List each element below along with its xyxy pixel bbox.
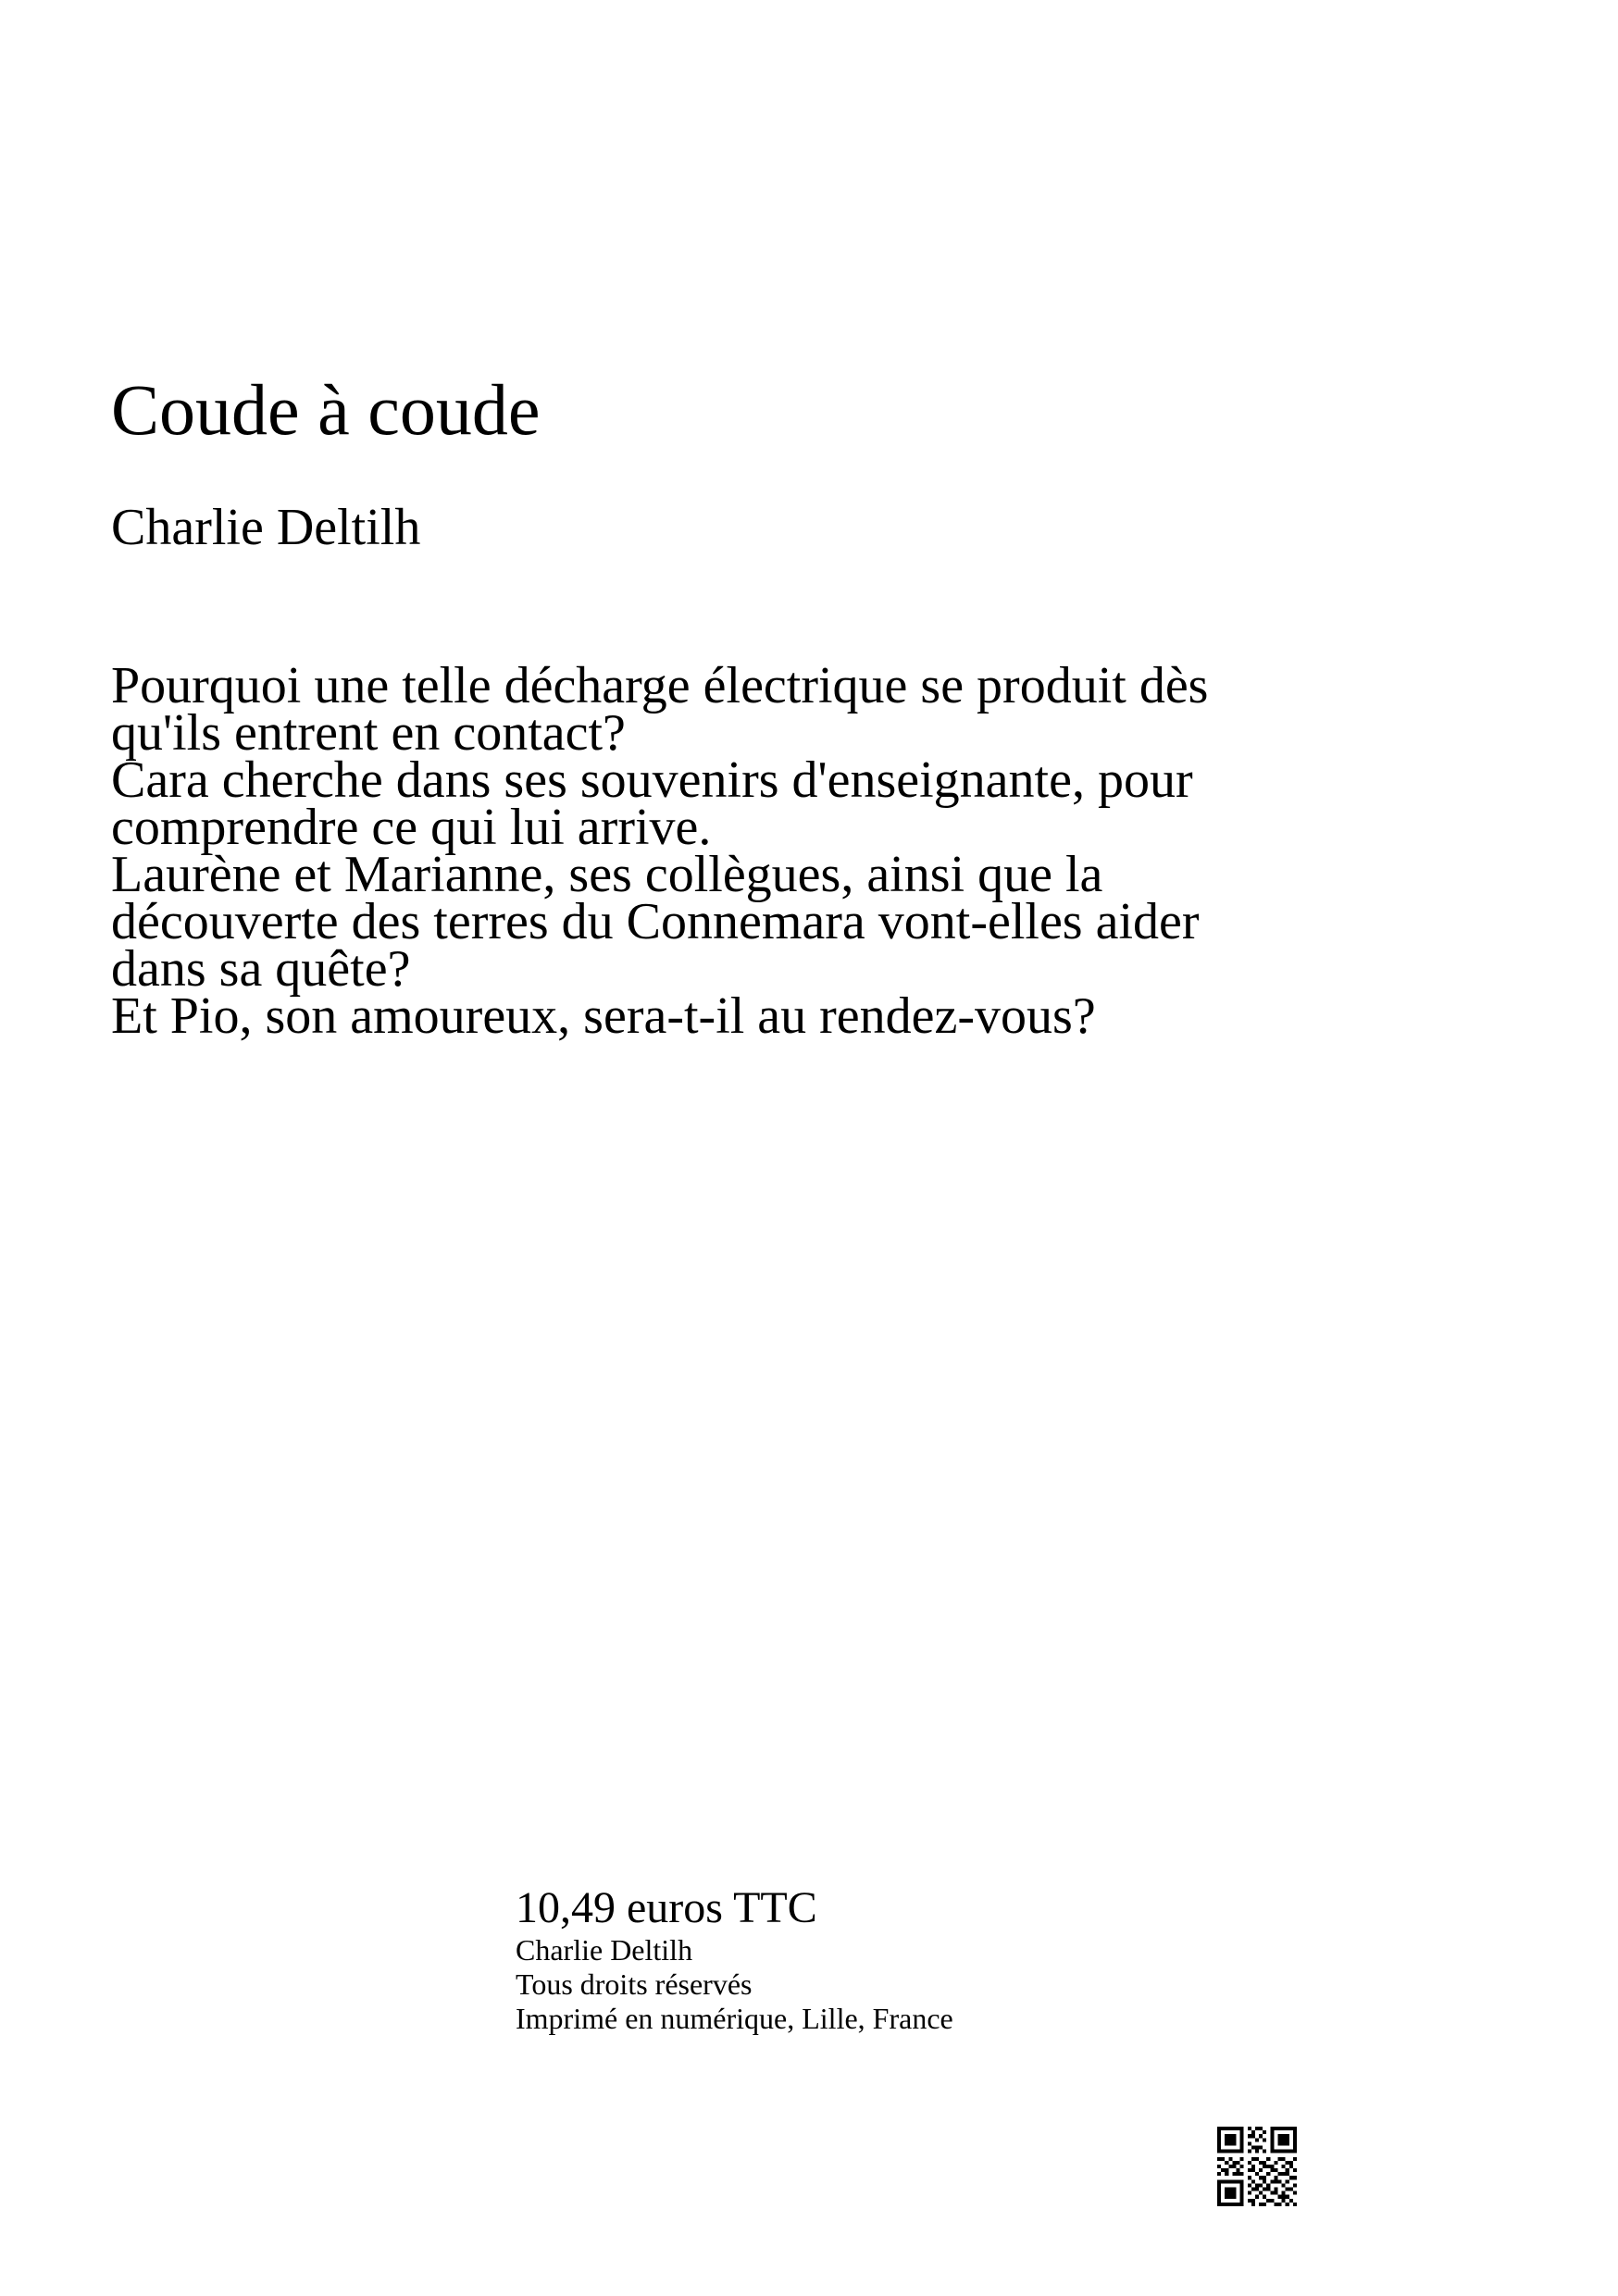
qr-code-icon (1217, 2127, 1297, 2206)
printing-info: Imprimé en numérique, Lille, France (516, 2001, 953, 2035)
colophon (516, 1884, 1256, 2036)
book-title: Coude à coude (111, 369, 541, 450)
back-cover-blurb (111, 657, 1222, 1045)
blurb-paragraph: Et Pio, son amoureux, sera-t-il au rendez-vous? (111, 987, 1096, 1045)
publisher-name: Charlie Deltilh (516, 1932, 693, 1967)
book-author: Charlie Deltilh (111, 499, 421, 556)
blurb-paragraph: Laurène et Marianne, ses collègues, ainsi que la découverte des terres du Connemara vont-elles aider dans sa quête? (111, 846, 1200, 998)
blurb-paragraph: Pourquoi une telle décharge électrique se produit dès qu'ils entrent en contact? (111, 657, 1209, 762)
price-label: 10,49 euros TTC (516, 1883, 817, 1932)
blurb-paragraph: Cara cherche dans ses souvenirs d'enseignante, pour comprendre ce qui lui arrive. (111, 751, 1193, 856)
rights-notice: Tous droits réservés (516, 1967, 753, 2001)
